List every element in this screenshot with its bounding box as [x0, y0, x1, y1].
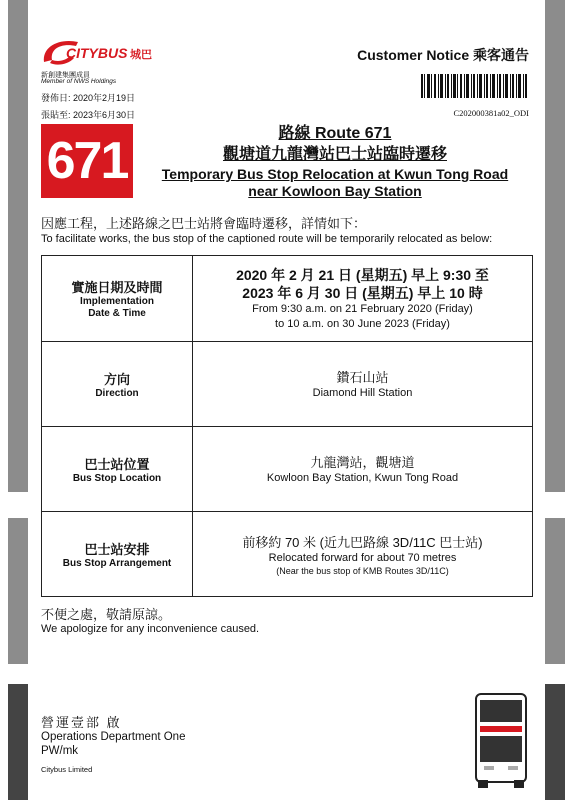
table-row	[42, 512, 533, 597]
intro-en: To facilitate works, the bus stop of the captioned route will be temporarily relocated as below:	[41, 233, 493, 245]
notice-title: Customer Notice 乘客通告	[357, 47, 529, 63]
signature-dept-en: Operations Department One	[41, 731, 186, 743]
value-en: Kowloon Bay Station, Kwun Tong Road	[266, 472, 459, 484]
route-number-badge: 671	[41, 124, 133, 198]
expiry-date: 張貼至: 2023年6月30日	[41, 110, 136, 120]
row-header	[42, 256, 193, 342]
value-zh: 2020 年 2 月 21 日 (星期五) 早上 9:30 至	[236, 266, 489, 283]
header-en: Bus Stop Location	[72, 472, 162, 484]
header-en: Bus Stop Arrangement	[62, 557, 172, 569]
row-value	[193, 256, 533, 342]
double-decker-bus-icon	[472, 690, 530, 790]
header-zh: 方向	[103, 371, 130, 387]
citybus-logo	[40, 36, 160, 68]
signature-dept-zh: 營運壹部 啟	[41, 715, 122, 730]
value-zh: 鑽石山站	[336, 370, 389, 385]
intro-zh: 因應工程，上述路線之巴士站將會臨時遷移，詳情如下：	[41, 216, 367, 231]
barcode	[421, 74, 529, 104]
header-en: Date & Time	[88, 308, 146, 319]
signature-ref: PW/mk	[41, 745, 79, 757]
subtitle-en-1: Temporary Bus Stop Relocation at Kwun Tong Road	[161, 166, 509, 182]
apology-en: We apologize for any inconvenience caused.	[41, 623, 260, 635]
header-en: Direction	[95, 387, 139, 399]
logo-brand-zh: 城巴	[130, 48, 152, 61]
row-value	[193, 427, 533, 512]
apology-zh: 不便之處，敬請原諒。	[41, 607, 172, 622]
details-table	[41, 255, 533, 597]
value-en-note: (Near the bus stop of KMB Routes 3D/11C)	[276, 566, 449, 576]
subtitle-zh: 觀塘道九龍灣站巴士站臨時遷移	[222, 146, 447, 163]
notice-headings	[140, 124, 530, 200]
value-zh: 前移約 70 米 (近九巴路線 3D/11C 巴士站)	[242, 535, 483, 550]
holding-en: Member of NWS Holdings	[41, 78, 117, 85]
value-en: From 9:30 a.m. on 21 February 2020 (Friday)	[252, 302, 473, 315]
value-en: Relocated forward for about 70 metres	[268, 552, 457, 564]
table-row	[42, 342, 533, 427]
row-value	[193, 512, 533, 597]
logo-brand-text: CITYBUS	[66, 45, 128, 61]
header-zh: 巴士站位置	[84, 456, 150, 472]
route-title: 路線 Route 671	[278, 125, 392, 142]
row-header	[42, 512, 193, 597]
header-zh: 巴士站安排	[84, 541, 150, 557]
document-code: C202000381a02_ODI	[453, 108, 529, 118]
subtitle-en-2: near Kowloon Bay Station	[248, 183, 422, 199]
table-row	[42, 256, 533, 342]
issue-date: 發佈日: 2020年2月19日	[41, 93, 136, 103]
frame-bar-left-bottom	[8, 518, 28, 664]
frame-bar-right-bottom	[545, 518, 565, 664]
value-en: to 10 a.m. on 30 June 2023 (Friday)	[275, 317, 450, 330]
table-row	[42, 427, 533, 512]
frame-bar-right-top	[545, 0, 565, 492]
signature-company: Citybus Limited	[41, 765, 93, 774]
value-zh: 2023 年 6 月 30 日 (星期五) 早上 10 時	[242, 284, 483, 301]
row-header	[42, 427, 193, 512]
row-header	[42, 342, 193, 427]
value-en: Diamond Hill Station	[312, 387, 413, 399]
header-zh: 實施日期及時間	[71, 280, 163, 295]
notice-paper-lower	[28, 690, 545, 800]
header-en: Implementation	[80, 296, 154, 307]
value-zh: 九龍灣站，觀塘道	[310, 455, 415, 470]
holding-zh: 新創建集團成員	[41, 72, 90, 79]
frame-bar-left-top	[8, 0, 28, 492]
row-value	[193, 342, 533, 427]
